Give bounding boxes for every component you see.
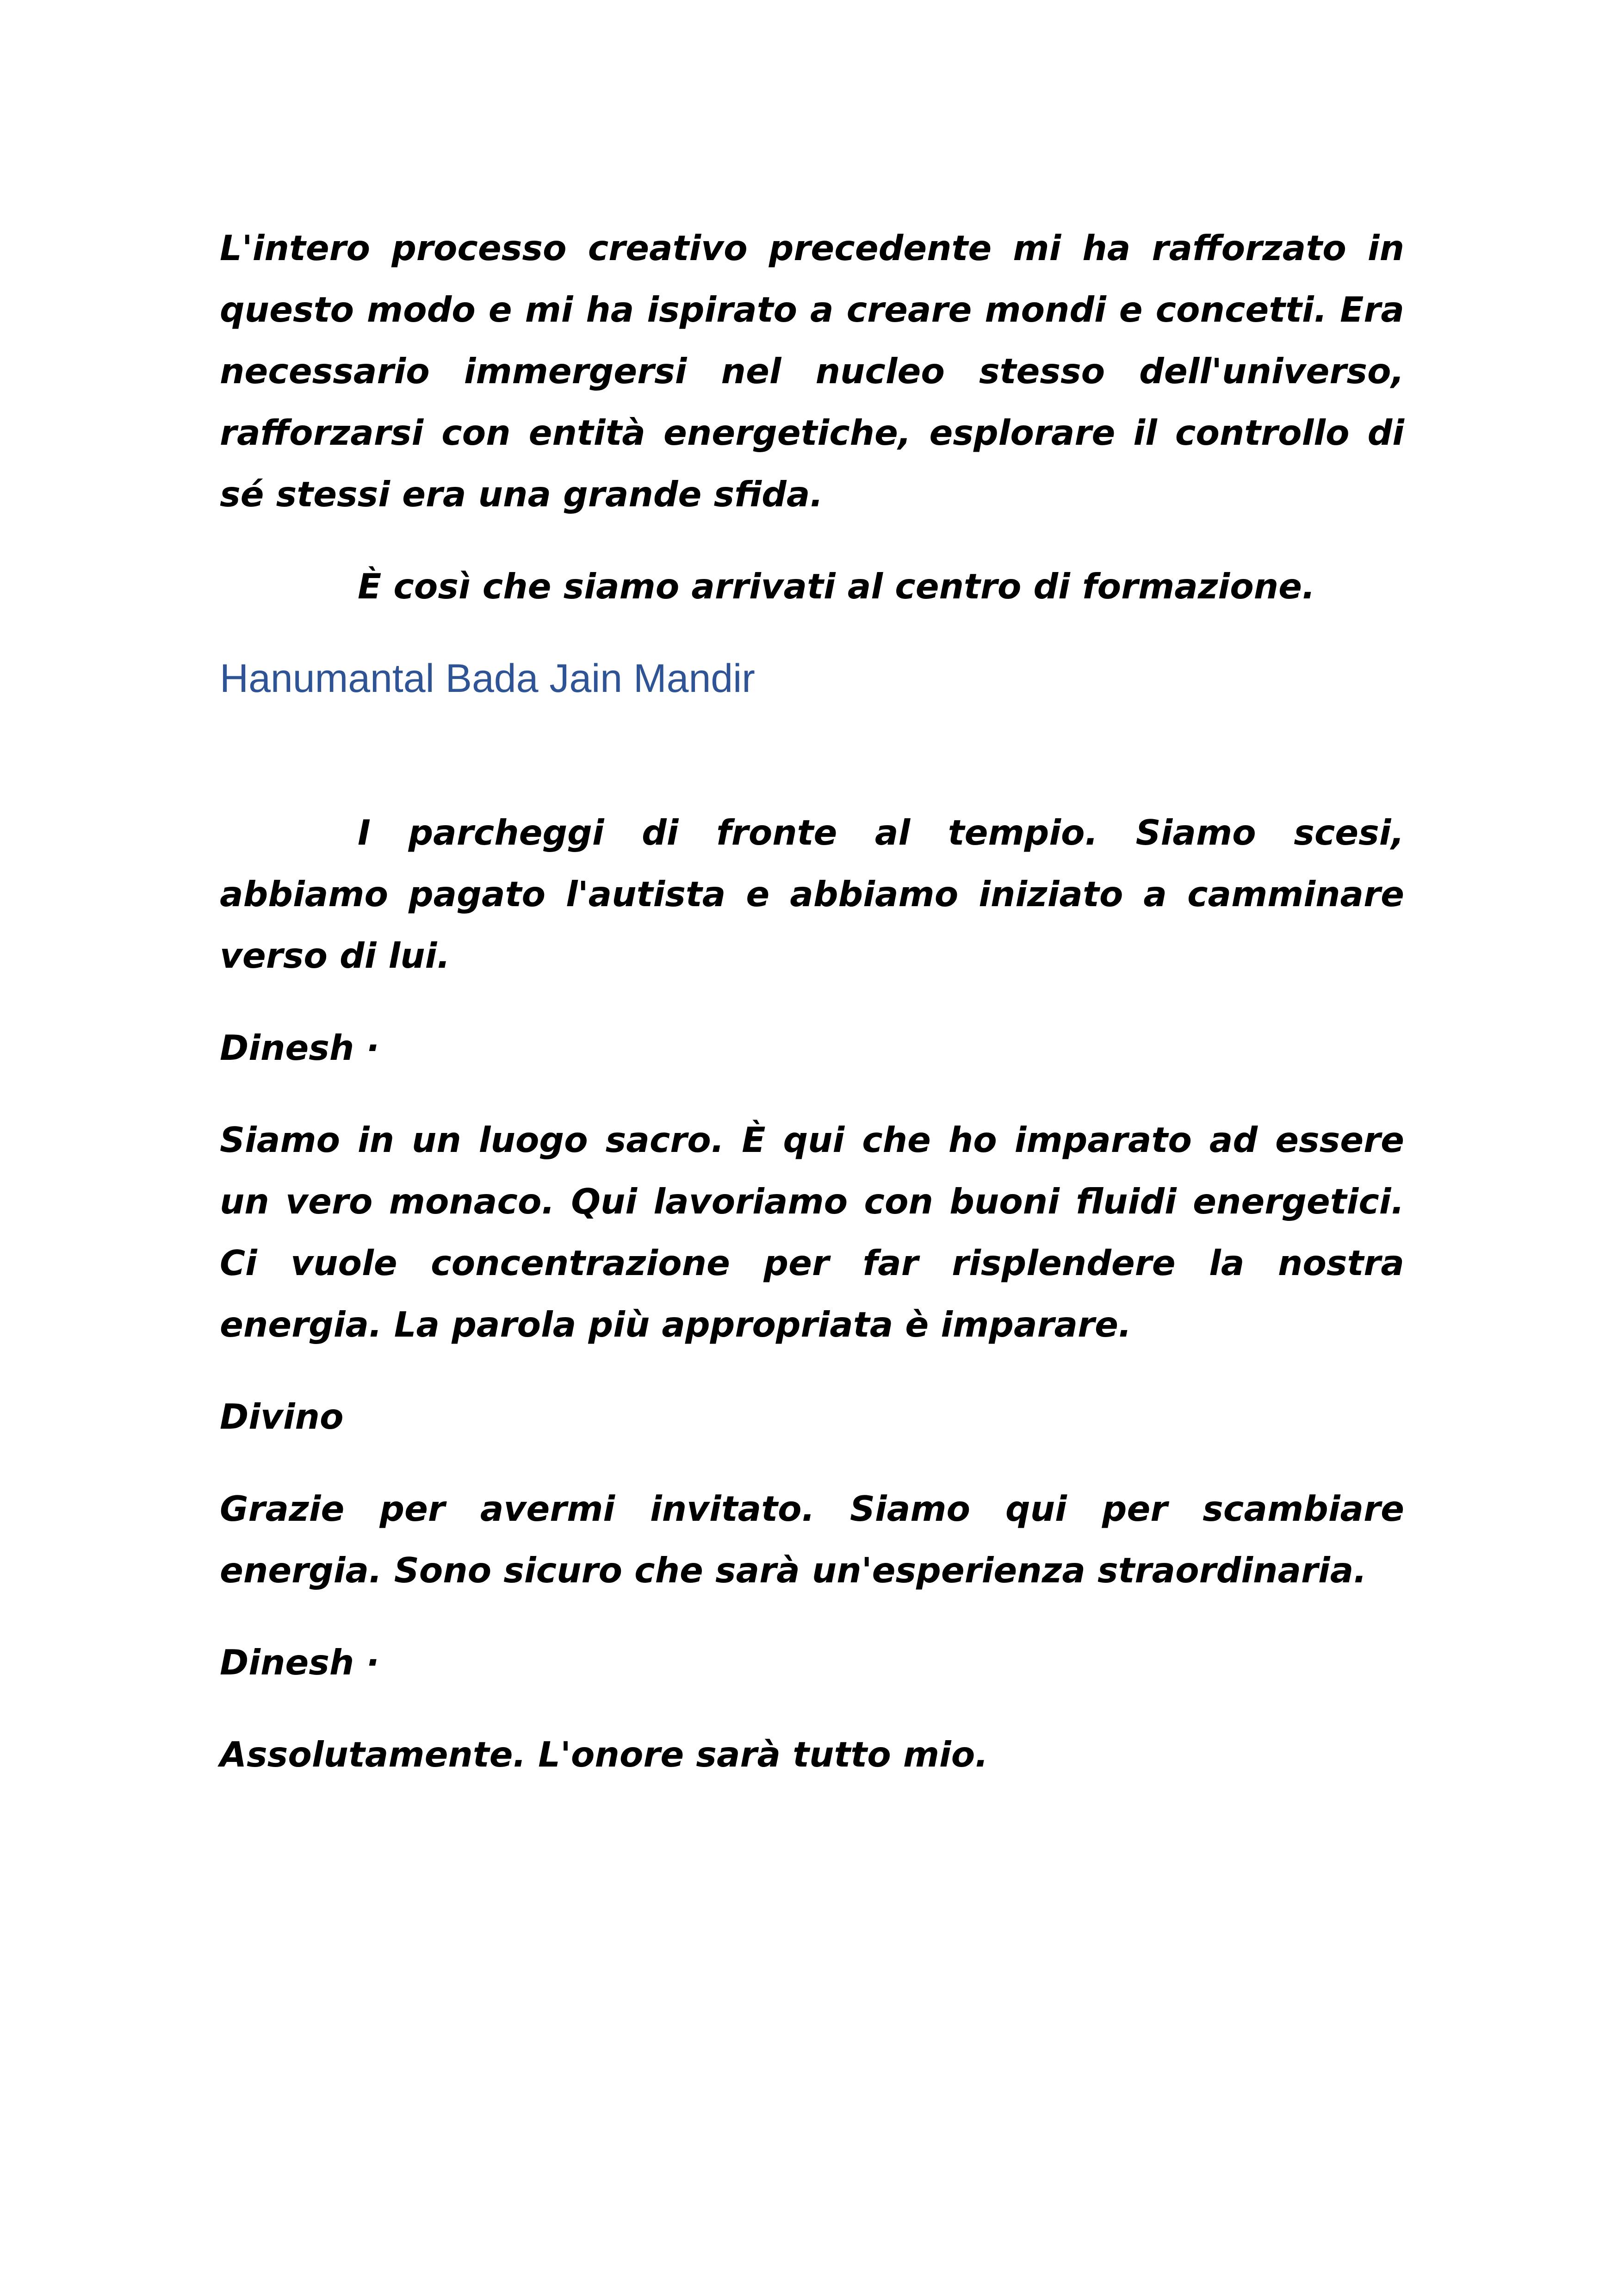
dinesh-dialogue: Assolutamente. L'onore sarà tutto mio. (220, 1734, 988, 1775)
page-content (220, 218, 1404, 1786)
dinesh-dialogue: Siamo in un luogo sacro. È qui che ho imparato ad essere un vero monaco. Qui lavoriamo con buoni fluidi energetici. Ci vuole concentrazione per far risplendere la nostra energia. La parola più appropriata è imparare. (220, 1120, 1404, 1345)
speaker-divino: Divino (220, 1396, 344, 1437)
speaker-dinesh: Dinesh · (220, 1642, 379, 1683)
section-heading: Hanumantal Bada Jain Mandir (220, 656, 755, 701)
parking-paragraph: I parcheggi di fronte al tempio. Siamo scesi, abbiamo pagato l'autista e abbiamo iniziato a camminare verso di lui. (220, 812, 1404, 976)
divino-dialogue: Grazie per avermi invitato. Siamo qui per scambiare energia. Sono sicuro che sarà un'esperienza straordinaria. (220, 1488, 1404, 1591)
arrival-paragraph: È così che siamo arrivati al centro di formazione. (358, 566, 1315, 607)
intro-paragraph: L'intero processo creativo precedente mi ha rafforzato in questo modo e mi ha ispirato a creare mondi e concetti. Era necessario immergersi nel nucleo stesso dell'universo, rafforzarsi con entità energetiche, esplorare il controllo di sé stessi era una grande sfida. (220, 228, 1404, 515)
speaker-dinesh: Dinesh · (220, 1027, 379, 1068)
